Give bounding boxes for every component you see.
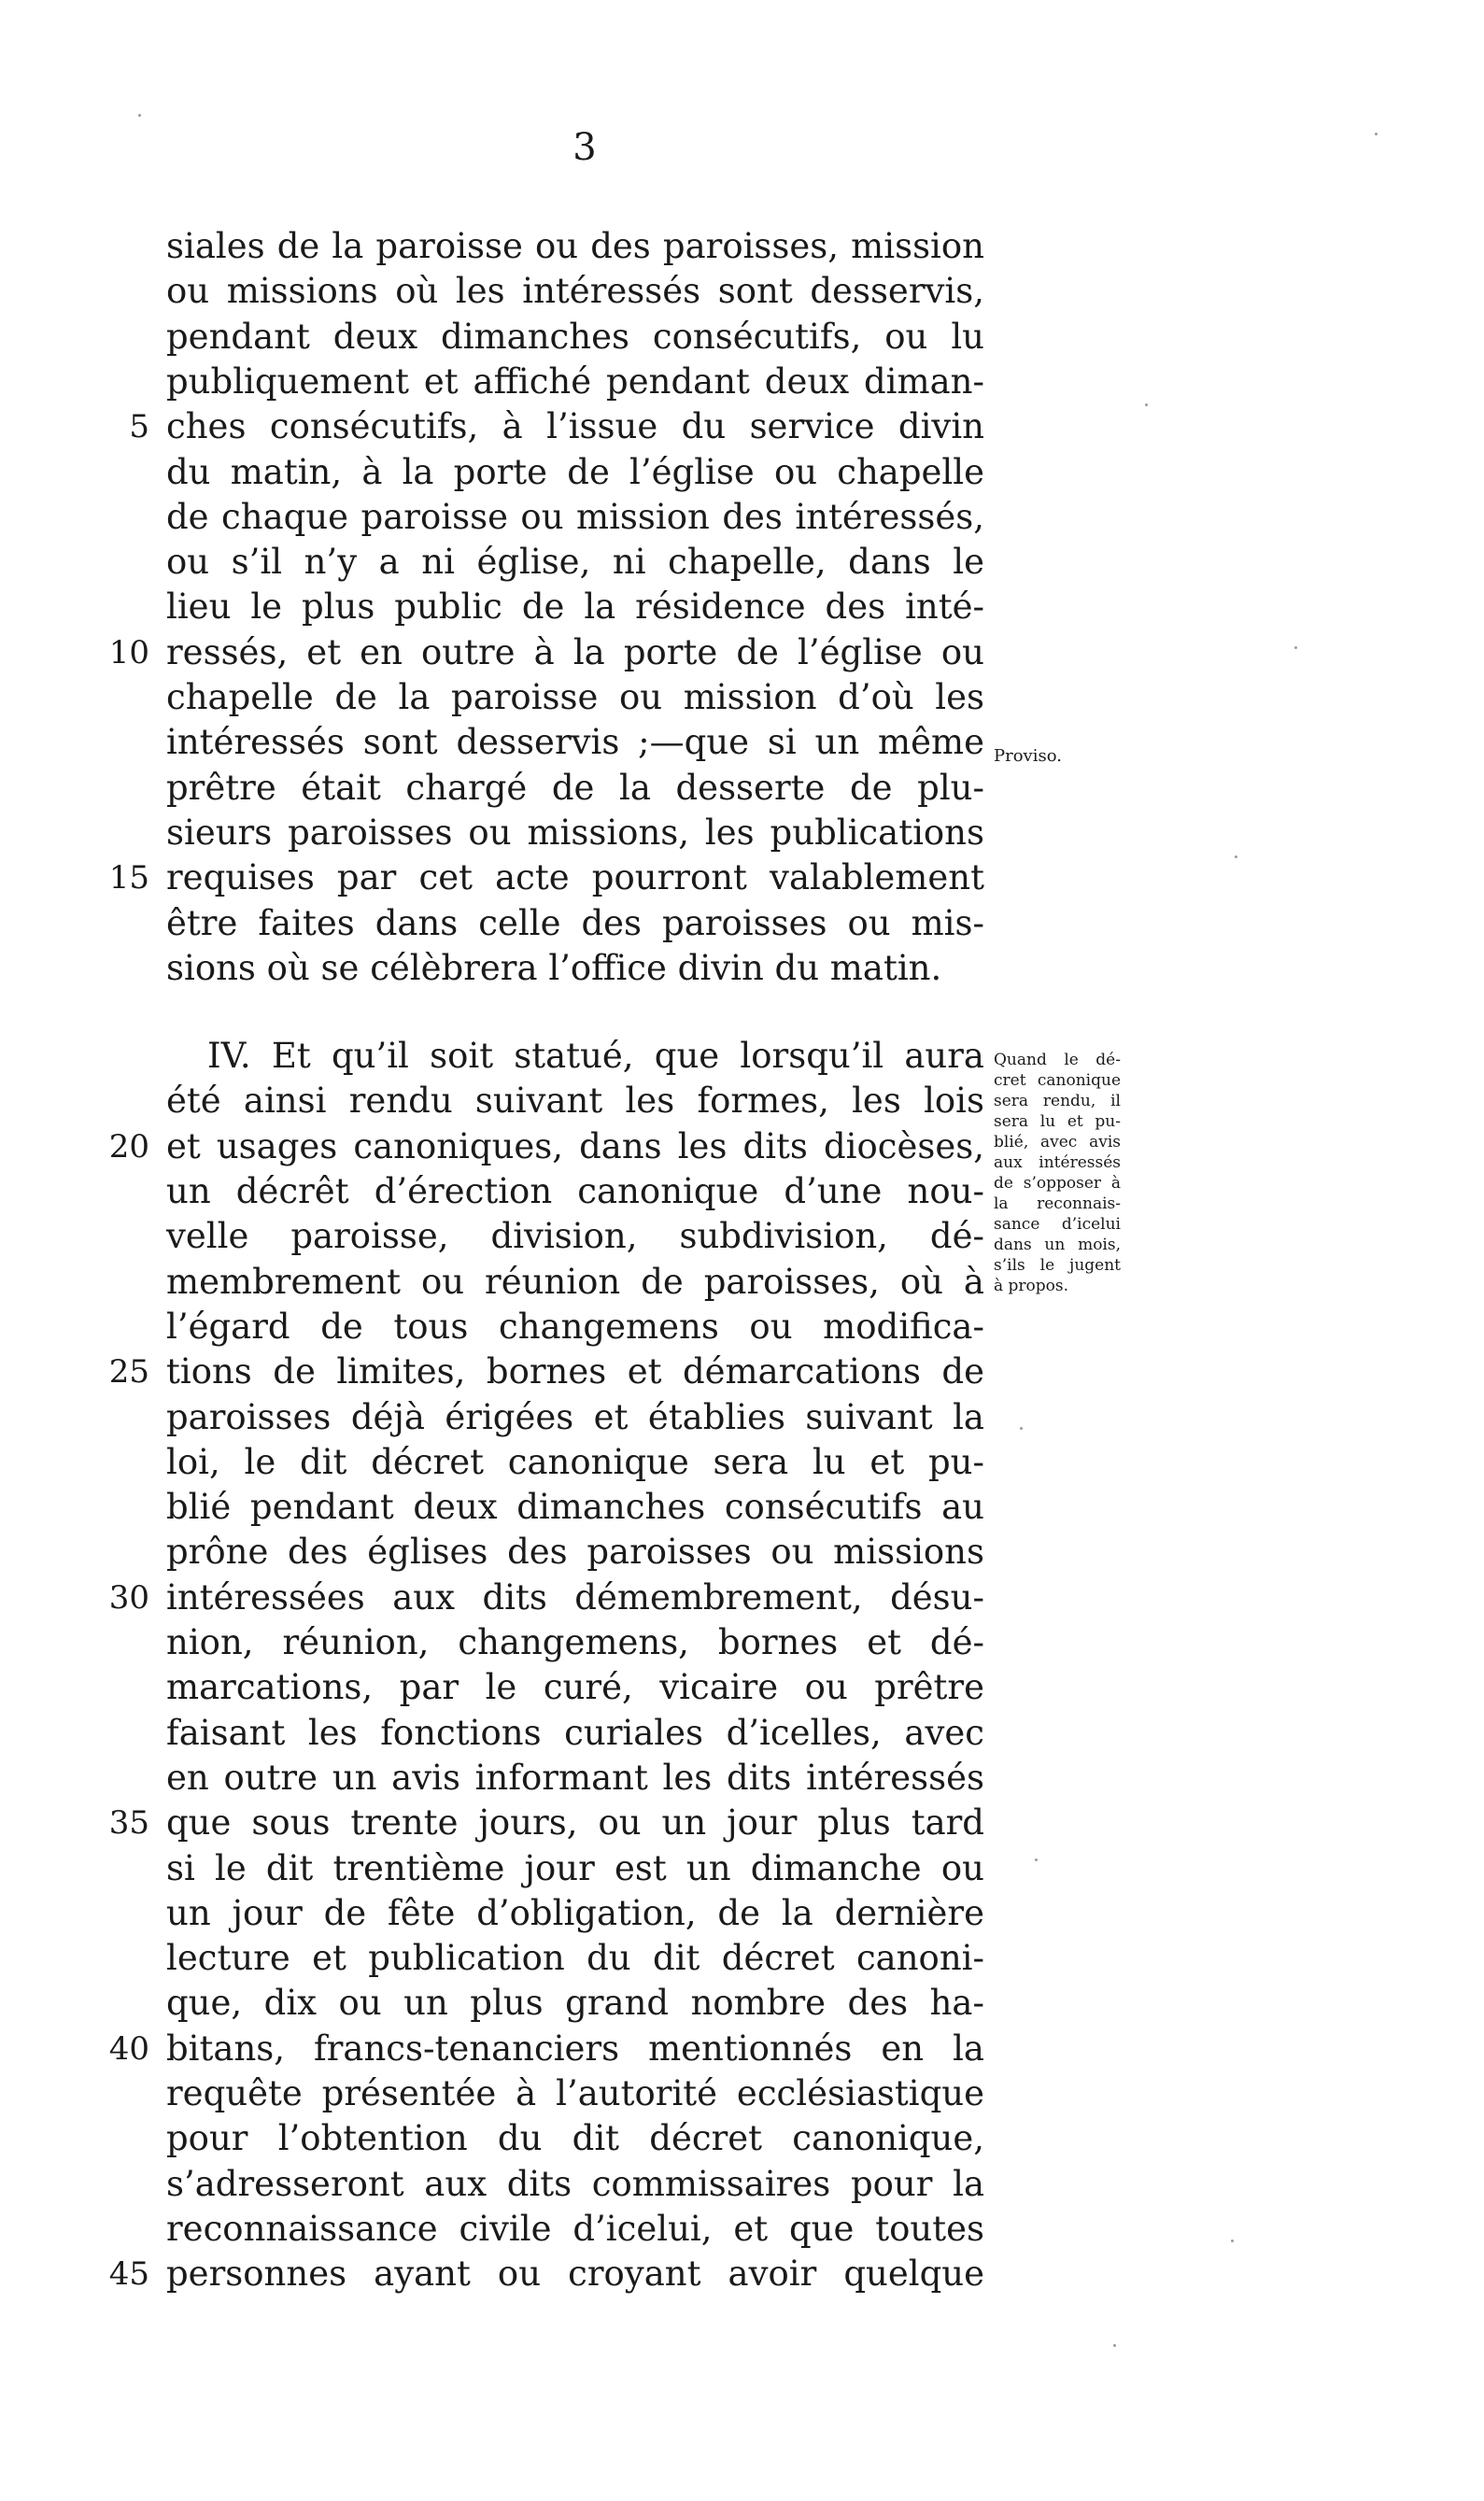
print-speck [1375, 133, 1378, 135]
text-line: lieu le plus public de la résidence des inté- [166, 586, 984, 628]
text-line: ou missions où les intéressés sont desservis, [166, 271, 984, 312]
text-line: en outre un avis informant les dits intéressés [166, 1757, 984, 1798]
text-line: requises par cet acte pourront valablement [166, 857, 984, 898]
text-line: ressés, et en outre à la porte de l’église ou [166, 631, 984, 672]
text-line: pendant deux dimanches consécutifs, ou lu [166, 316, 984, 357]
text-line: reconnaissance civile d’icelui, et que toutes [166, 2208, 984, 2249]
line-number: 25 [108, 1353, 149, 1392]
line-number: 30 [108, 1578, 149, 1617]
text-line: un décrêt d’érection canonique d’une nou- [166, 1171, 984, 1211]
text-line: membrement ou réunion de paroisses, où à [166, 1261, 984, 1302]
line-number: 35 [108, 1804, 149, 1843]
text-line: de chaque paroisse ou mission des intéressés, [166, 496, 984, 537]
line-number: 15 [108, 859, 149, 897]
text-line: ches consécutifs, à l’issue du service divin [166, 406, 984, 447]
text-line: si le dit trentième jour est un dimanche ou [166, 1847, 984, 1888]
margin-note-line: sera lu et pu- [994, 1112, 1121, 1131]
margin-note-line: Quand le dé- [994, 1051, 1121, 1069]
margin-note-line: s’ils le jugent [994, 1256, 1121, 1275]
text-line: loi, le dit décret canonique sera lu et pu- [166, 1441, 984, 1482]
text-line: prêtre était chargé de la desserte de plu- [166, 767, 984, 808]
text-line: et usages canoniques, dans les dits diocèses, [166, 1125, 984, 1166]
print-speck [138, 114, 141, 117]
text-line: chapelle de la paroisse ou mission d’où les [166, 677, 984, 717]
text-line: marcations, par le curé, vicaire ou prêtre [166, 1667, 984, 1708]
text-line: nion, réunion, changemens, bornes et dé- [166, 1622, 984, 1662]
print-speck [1035, 1858, 1038, 1861]
print-speck [1113, 2344, 1116, 2347]
text-line: l’égard de tous changemens ou modifica- [166, 1306, 984, 1347]
text-line: être faites dans celle des paroisses ou mis- [166, 902, 984, 943]
line-number: 5 [129, 408, 149, 446]
page-number: 3 [572, 126, 597, 169]
line-number: 45 [108, 2255, 149, 2294]
text-line: s’adresseront aux dits commissaires pour la [166, 2163, 984, 2204]
print-speck [1020, 1427, 1023, 1430]
text-line: du matin, à la porte de l’église ou chapelle [166, 451, 984, 492]
text-line: que sous trente jours, ou un jour plus tard [166, 1802, 984, 1844]
margin-note-line: aux intéressés [994, 1153, 1121, 1172]
text-line: intéressés sont desservis ;—que si un même [166, 722, 984, 763]
text-line: un jour de fête d’obligation, de la dernière [166, 1892, 984, 1933]
text-line: paroisses déjà érigées et établies suivant la [166, 1396, 984, 1437]
text-line: requête présentée à l’autorité ecclésiastique [166, 2073, 984, 2113]
margin-note-line: blié, avec avis [994, 1133, 1121, 1152]
text-line: velle paroisse, division, subdivision, dé- [166, 1216, 984, 1257]
text-line: publiquement et affiché pendant deux diman- [166, 360, 984, 402]
text-line: faisant les fonctions curiales d’icelles, avec [166, 1712, 984, 1753]
text-line: intéressées aux dits démembrement, désu- [166, 1576, 984, 1618]
line-number: 10 [108, 633, 149, 671]
text-line: siales de la paroisse ou des paroisses, mission [166, 226, 984, 266]
text-line: ou s’il n’y a ni église, ni chapelle, dans le [166, 542, 984, 583]
margin-note-quand [994, 1050, 1121, 1296]
margin-note-line: à propos. [994, 1277, 1069, 1295]
line-number: 40 [108, 2029, 149, 2068]
margin-note-line: dans un mois, [994, 1236, 1121, 1254]
text-line: tions de limites, bornes et démarcations de [166, 1351, 984, 1392]
text-line: blié pendant deux dimanches consécutifs au [166, 1487, 984, 1528]
text-line: prône des églises des paroisses ou missions [166, 1532, 984, 1573]
text-line: sieurs paroisses ou missions, les publications [166, 812, 984, 853]
margin-note-line: sera rendu, il [994, 1092, 1121, 1110]
margin-note-line: cret canonique [994, 1071, 1121, 1090]
print-speck [1145, 403, 1148, 406]
margin-note-line: sance d’icelui [994, 1215, 1121, 1234]
print-speck [1235, 855, 1237, 858]
text-line: lecture et publication du dit décret canoni- [166, 1938, 984, 1979]
text-line: sions où se célèbrera l’office divin du matin. [166, 947, 942, 988]
line-number: 20 [108, 1127, 149, 1166]
text-line: été ainsi rendu suivant les formes, les lois [166, 1081, 984, 1122]
text-line: personnes ayant ou croyant avoir quelque [166, 2254, 984, 2295]
margin-note-proviso: Proviso. [994, 746, 1062, 766]
print-speck [1294, 646, 1297, 649]
margin-note-line: de s’opposer à [994, 1174, 1121, 1193]
text-line: que, dix ou un plus grand nombre des ha- [166, 1983, 984, 2024]
margin-note-line: la reconnais- [994, 1194, 1121, 1213]
text-line: IV. Et qu’il soit statué, que lorsqu’il aura [207, 1036, 984, 1077]
text-line: pour l’obtention du dit décret canonique, [166, 2118, 984, 2159]
print-speck [1231, 2240, 1234, 2242]
text-line: bitans, francs-tenanciers mentionnés en la [166, 2028, 984, 2069]
